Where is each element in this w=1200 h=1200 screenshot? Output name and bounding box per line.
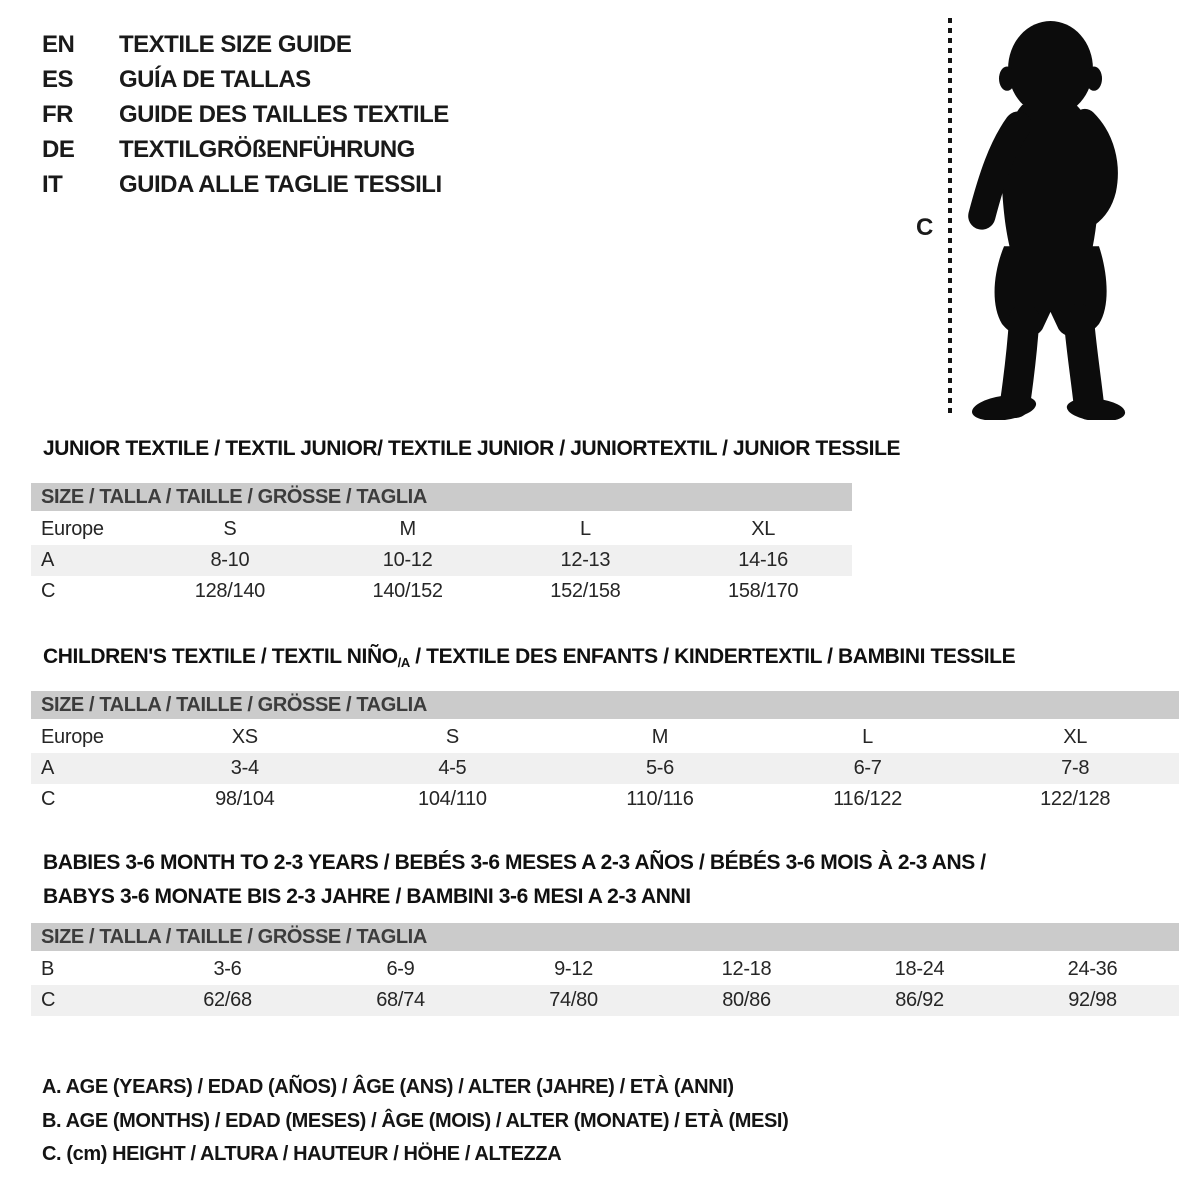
section-title-childrens-textile (43, 640, 1015, 680)
table-cell: 5-6 (645, 757, 674, 779)
row-label: C (41, 580, 56, 602)
table-size-header: SIZE / TALLA / TAILLE / GRÖSSE / TAGLIA (31, 483, 852, 511)
table-cell: 3-6 (213, 958, 242, 980)
section-title-babies (43, 846, 986, 914)
table-row (31, 753, 1179, 784)
table-cell: 68/74 (376, 989, 425, 1011)
table-cell: 158/170 (728, 580, 799, 602)
language-code: FR (42, 100, 73, 128)
table-cell: 74/80 (549, 989, 598, 1011)
section-title-line: BABYS 3-6 MONATE BIS 2-3 JAHRE / BAMBINI 3-6 MESI A 2-3 ANNI (43, 885, 691, 908)
table-cell: 14-16 (738, 549, 788, 571)
table-cell: 92/98 (1068, 989, 1117, 1011)
section-title-line: BABIES 3-6 MONTH TO 2-3 YEARS / BEBÉS 3-6 MESES A 2-3 AÑOS / BÉBÉS 3-6 MOIS À 2-3 ANS / (43, 851, 986, 874)
table-cell: 8-10 (210, 549, 250, 571)
footnote: C. (cm) HEIGHT / ALTURA / HAUTEUR / HÖHE / ALTEZZA (42, 1143, 562, 1165)
table-cell: XS (231, 726, 258, 748)
babies-table (31, 923, 1179, 1016)
table-cell: 98/104 (215, 788, 275, 810)
language-row (42, 62, 449, 97)
table-cell: 6-7 (853, 757, 882, 779)
junior-textile-table (31, 483, 852, 607)
footnote-legend (42, 1071, 788, 1172)
language-title: GUIDA ALLE TAGLIE TESSILI (119, 170, 442, 198)
language-code: IT (42, 170, 63, 198)
section-title-junior-textile (43, 432, 900, 466)
table-cell: 24-36 (1067, 958, 1118, 980)
table-cell: 128/140 (194, 580, 265, 602)
table-row (31, 954, 1179, 985)
row-label: C (41, 788, 56, 810)
language-code: EN (42, 30, 75, 58)
footnote: B. AGE (MONTHS) / EDAD (MESES) / ÂGE (MOIS) / ALTER (MONATE) / ETÀ (MESI) (42, 1109, 789, 1132)
table-cell: L (862, 726, 873, 748)
height-measure-dashed-line (948, 18, 952, 418)
language-title: GUÍA DE TALLAS (119, 65, 311, 93)
table-cell: 104/110 (418, 788, 487, 810)
row-label: A (41, 549, 55, 571)
row-label: C (41, 989, 56, 1011)
table-cell: 62/68 (203, 989, 252, 1011)
table-row (31, 514, 852, 545)
footnote: A. AGE (YEARS) / EDAD (AÑOS) / ÂGE (ANS) / ALTER (JAHRE) / ETÀ (ANNI) (42, 1076, 734, 1098)
table-cell: M (651, 726, 669, 748)
table-cell: 18-24 (894, 958, 945, 980)
table-cell: 80/86 (722, 989, 771, 1011)
table-cell: 152/158 (550, 580, 621, 602)
table-row (31, 985, 1179, 1016)
language-code: ES (42, 65, 74, 93)
table-cell: XL (751, 518, 776, 540)
row-label: Europe (41, 726, 104, 748)
table-size-header: SIZE / TALLA / TAILLE / GRÖSSE / TAGLIA (31, 923, 1179, 951)
language-row (42, 97, 449, 132)
table-row (31, 784, 1179, 815)
table-cell: 86/92 (895, 989, 944, 1011)
table-cell: XL (1063, 726, 1088, 748)
table-row (31, 545, 852, 576)
table-cell: 9-12 (554, 958, 593, 980)
row-label: Europe (41, 518, 104, 540)
row-label: A (41, 757, 55, 779)
section-title-line: JUNIOR TEXTILE / TEXTIL JUNIOR/ TEXTILE JUNIOR / JUNIORTEXTIL / JUNIOR TESSILE (43, 437, 901, 460)
section-title-line: CHILDREN'S TEXTILE / TEXTIL $NIÑO_{/A}$ / TEXTILE DES ENFANTS / KINDERTEXTIL / BAMBINI TESSILE (43, 645, 1016, 670)
table-cell: 122/128 (1040, 788, 1111, 810)
table-cell: 3-4 (230, 757, 259, 779)
language-title: TEXTILE SIZE GUIDE (119, 30, 352, 58)
height-measure-label: C (916, 214, 934, 241)
language-title: TEXTILGRÖßENFÜHRUNG (119, 135, 415, 163)
language-row (42, 167, 449, 202)
table-cell: 10-12 (382, 549, 433, 571)
baby-silhouette-icon (960, 16, 1140, 420)
table-row (31, 576, 852, 607)
baby-figure (900, 14, 1170, 426)
language-title-list (42, 27, 449, 202)
table-cell: 7-8 (1061, 757, 1090, 779)
table-cell: 110/116 (626, 788, 694, 810)
table-cell: S (223, 518, 237, 540)
childrens-textile-table (31, 691, 1179, 815)
table-cell: 6-9 (386, 958, 415, 980)
table-cell: 116/122 (833, 788, 902, 810)
table-row (31, 722, 1179, 753)
language-code: DE (42, 135, 75, 163)
table-cell: 12-13 (560, 549, 611, 571)
table-cell: 140/152 (372, 580, 443, 602)
language-row (42, 132, 449, 167)
language-title: GUIDE DES TAILLES TEXTILE (119, 100, 449, 128)
table-cell: L (579, 518, 591, 540)
table-size-header: SIZE / TALLA / TAILLE / GRÖSSE / TAGLIA (31, 691, 1179, 719)
table-cell: M (399, 518, 416, 540)
table-cell: S (445, 726, 459, 748)
language-row (42, 27, 449, 62)
table-cell: 4-5 (438, 757, 467, 779)
row-label: B (41, 958, 55, 980)
table-cell: 12-18 (721, 958, 772, 980)
